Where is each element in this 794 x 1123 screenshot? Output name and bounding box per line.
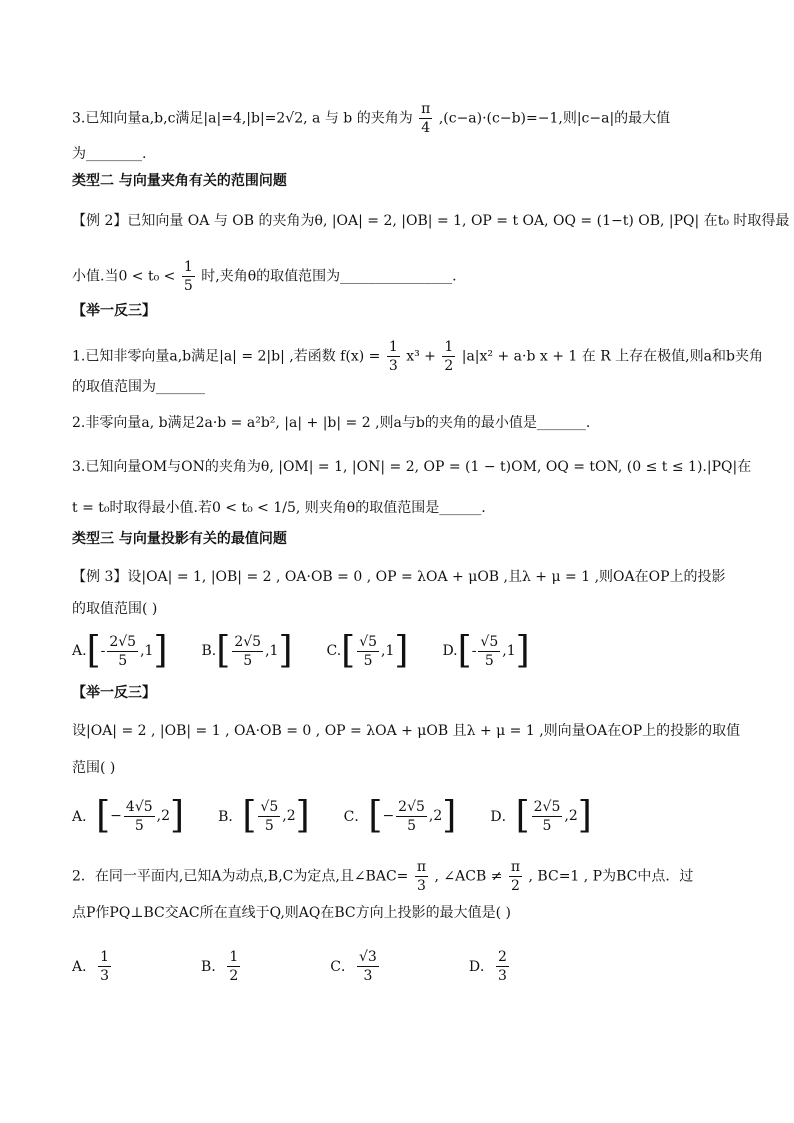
ex3-option-label: D. <box>442 643 458 659</box>
p3-2-option-label: C． <box>330 959 355 975</box>
p3-fraction <box>124 798 155 835</box>
left-bracket: [ <box>86 628 101 672</box>
frac-den: 3 <box>498 967 507 984</box>
type2-heading: 类型二 与向量夹角有关的范围问题 <box>72 173 287 189</box>
interval-end: 2 <box>568 808 578 824</box>
p2-3-line-2: t = t₀时取得最小值.若0 < t₀ < 1/5, 则夹角θ的取值范围是______. <box>72 500 486 516</box>
ex3-interval <box>341 628 409 672</box>
minus-sign: - <box>471 643 477 659</box>
comma: , <box>156 808 162 824</box>
p3-2-fraction-1 <box>415 858 428 895</box>
interval-end: 1 <box>144 643 154 659</box>
right-bracket: ] <box>278 628 293 672</box>
left-bracket: [ <box>242 793 257 837</box>
p3-2-frac2-num: π <box>510 859 521 875</box>
frac-num: 4√5 <box>125 798 153 815</box>
p3-fraction <box>258 798 280 835</box>
interval-end: 2 <box>161 808 171 824</box>
p3-2-line-2: 点P作PQ⊥BC交AC所在直线于Q,则AQ在BC方向上投影的最大值是( ) <box>72 905 512 921</box>
frac-den: 5 <box>243 652 253 669</box>
q3-line-2: 为________. <box>72 146 147 162</box>
interval-end: 1 <box>269 643 279 659</box>
p3-option-3 <box>490 793 592 837</box>
frac-num: 2 <box>498 948 507 965</box>
ex2-fraction <box>182 258 195 295</box>
p3-2-option-0 <box>72 948 113 985</box>
comma: , <box>381 643 386 659</box>
interval-end: 2 <box>286 808 296 824</box>
p3-option-label: C． <box>343 809 369 825</box>
p2-2-line: 2.非零向量a, b满足2a·b = a²b², |a| + |b| = 2 ,则a与b的夹角的最小值是_______. <box>72 415 591 431</box>
p2-1-frac2-den: 2 <box>444 358 454 374</box>
p3-2-text-a: 2．在同一平面内,已知A为动点,B,C为定点,且∠BAC= <box>72 868 409 885</box>
ex2-text-a: 小值.当0 < t₀ < <box>72 268 176 285</box>
right-bracket: ] <box>295 793 310 837</box>
right-bracket: ] <box>442 793 457 837</box>
ex3-option-label: B. <box>201 643 217 659</box>
ex3-option-label: A. <box>72 643 87 659</box>
ex3-options <box>72 628 722 674</box>
p3-2-frac2-den: 2 <box>511 878 520 894</box>
right-bracket: ] <box>515 628 530 672</box>
p3-2-option-fraction <box>357 948 379 985</box>
q3-frac-den: 4 <box>421 120 431 136</box>
ex3-option-label: C. <box>326 643 342 659</box>
ex3-fraction <box>232 633 263 670</box>
p3-interval <box>96 793 185 837</box>
p2-1-text-a: 1.已知非零向量a,b满足|a| = 2|b| ,若函数 f(x) = <box>72 348 381 365</box>
right-bracket: ] <box>170 793 185 837</box>
p2-1-fraction-2 <box>442 338 455 375</box>
ex3-fraction <box>478 633 500 670</box>
frac-num: √5 <box>359 633 378 650</box>
ex3-option-1 <box>201 628 293 672</box>
ex3-option-2 <box>326 628 409 672</box>
p3-2-option-fraction <box>98 948 111 985</box>
frac-num: 1 <box>100 948 110 965</box>
ex2-line-1: 【例 2】已知向量 OA 与 OB 的夹角为θ, |OA| = 2, |OB| = 1, OP = t OA, OQ = (1−t) OB, |PQ| 在t₀ 时取得最 <box>72 213 790 229</box>
p3-2-option-fraction <box>496 948 509 985</box>
p3-interval <box>368 793 457 837</box>
type3-heading: 类型三 与向量投影有关的最值问题 <box>72 531 287 547</box>
interval-end: 2 <box>433 808 443 824</box>
p3-2-text-b: , ∠ACB ≠ <box>434 868 503 885</box>
interval-end: 1 <box>506 643 516 659</box>
comma: , <box>282 808 287 824</box>
frac-den: 5 <box>484 652 494 669</box>
frac-num: √5 <box>260 798 279 815</box>
p3-2-text-c: , BC=1 , P为BC中点．过 <box>528 868 694 885</box>
frac-num: 1 <box>229 948 239 965</box>
p3-2-option-label: D． <box>468 959 495 975</box>
p3-2-option-3 <box>469 948 511 985</box>
p3-2-frac1-den: 3 <box>416 878 426 894</box>
left-bracket: [ <box>216 628 231 672</box>
frac-num: 2√5 <box>533 798 561 815</box>
frac-den: 2 <box>229 967 239 984</box>
p3-interval <box>242 793 310 837</box>
p3-option-1 <box>218 793 310 837</box>
right-bracket: ] <box>394 628 409 672</box>
p3-2-option-1 <box>201 948 242 985</box>
p2-1-line-1 <box>72 338 763 375</box>
p3-intro-line-2: 范围( ) <box>72 760 116 776</box>
ex3-line-2: 的取值范围( ) <box>72 601 158 617</box>
p2-1-fraction-1 <box>387 338 400 375</box>
p3-fraction <box>532 798 563 835</box>
p2-1-frac2-num: 1 <box>444 339 454 355</box>
ex3-fraction <box>357 633 379 670</box>
p3-option-label: D． <box>490 809 516 825</box>
frac-den: 3 <box>363 967 373 984</box>
ex3-interval <box>86 628 168 672</box>
ex2-text-b: 时,夹角θ的取值范围为________________. <box>201 268 457 285</box>
frac-den: 5 <box>118 652 128 669</box>
q3-text-b: ,(c−a)·(c−b)=−1,则|c−a|的最大值 <box>438 110 671 127</box>
practice-heading-2: 【举一反三】 <box>72 685 156 701</box>
p3-options <box>72 792 722 840</box>
frac-num: √5 <box>480 633 499 650</box>
frac-den: 5 <box>407 817 416 834</box>
frac-den: 5 <box>363 652 373 669</box>
p2-1-frac1-den: 3 <box>388 358 398 374</box>
frac-den: 5 <box>134 817 144 834</box>
left-bracket: [ <box>96 793 111 837</box>
ex2-frac-den: 5 <box>183 278 193 294</box>
p3-option-2 <box>343 793 457 837</box>
frac-den: 3 <box>100 967 110 984</box>
frac-num: 2√5 <box>398 798 425 815</box>
p3-2-options <box>72 944 722 988</box>
p3-2-line-1 <box>72 858 722 895</box>
p3-2-option-label: B． <box>201 959 226 975</box>
frac-num: √3 <box>358 948 377 965</box>
p2-1-line-2: 的取值范围为_______ <box>72 379 205 395</box>
p2-1-frac1-num: 1 <box>388 339 398 355</box>
left-bracket: [ <box>457 628 472 672</box>
comma: , <box>265 643 270 659</box>
frac-den: 5 <box>264 817 274 834</box>
frac-num: 2√5 <box>109 633 137 650</box>
p3-intro-line-1: 设|OA| = 2 , |OB| = 1 , OA·OB = 0 , OP = λOA + μOB 且λ + μ = 1 ,则向量OA在OP上的投影的取值 <box>72 723 741 739</box>
ex3-option-0 <box>72 628 168 672</box>
ex3-option-3 <box>442 628 530 672</box>
frac-num: 2√5 <box>234 633 262 650</box>
p3-2-option-label: A． <box>72 959 97 975</box>
p2-3-line-1: 3.已知向量OM与ON的夹角为θ, |OM| = 1, |ON| = 2, OP = (1 − t)OM, OQ = tON, (0 ≤ t ≤ 1).|PQ|在 <box>72 459 752 475</box>
minus-sign: − <box>382 808 395 824</box>
ex2-frac-num: 1 <box>183 259 193 275</box>
p2-1-text-b: x³ + <box>406 348 436 365</box>
left-bracket: [ <box>341 628 356 672</box>
p3-option-label: A． <box>72 809 97 825</box>
p3-fraction <box>396 798 427 835</box>
frac-den: 5 <box>542 817 552 834</box>
right-bracket: ] <box>153 628 168 672</box>
comma: , <box>502 643 507 659</box>
ex3-interval <box>457 628 530 672</box>
comma: , <box>140 643 145 659</box>
p3-2-fraction-2 <box>509 858 522 895</box>
q3-fraction <box>419 100 432 137</box>
p3-2-option-2 <box>330 948 381 985</box>
p3-interval <box>515 793 592 837</box>
q3-frac-num: π <box>421 101 431 117</box>
minus-sign: - <box>100 643 106 659</box>
left-bracket: [ <box>368 793 383 837</box>
comma: , <box>428 808 434 824</box>
right-bracket: ] <box>577 793 592 837</box>
ex3-fraction <box>107 633 138 670</box>
minus-sign: − <box>110 808 122 824</box>
ex3-interval <box>216 628 293 672</box>
p3-2-option-fraction <box>227 948 240 985</box>
left-bracket: [ <box>515 793 530 837</box>
q3-text-a: 3.已知向量a,b,c满足|a|=4,|b|=2√2, a 与 b 的夹角为 <box>72 110 413 127</box>
q3-line-1 <box>72 100 722 137</box>
ex3-line-1: 【例 3】设|OA| = 1, |OB| = 2 , OA·OB = 0 , OP = λOA + μOB ,且λ + μ = 1 ,则OA在OP上的投影 <box>72 569 726 585</box>
p3-2-frac1-num: π <box>416 859 427 875</box>
practice-heading-1: 【举一反三】 <box>72 303 156 319</box>
comma: , <box>564 808 569 824</box>
interval-end: 1 <box>385 643 395 659</box>
p3-option-0 <box>72 793 185 837</box>
p3-option-label: B． <box>218 809 243 825</box>
ex2-line-2 <box>72 258 722 295</box>
p2-1-text-c: |a|x² + a·b x + 1 在 R 上存在极值,则a和b夹角 <box>461 348 763 365</box>
